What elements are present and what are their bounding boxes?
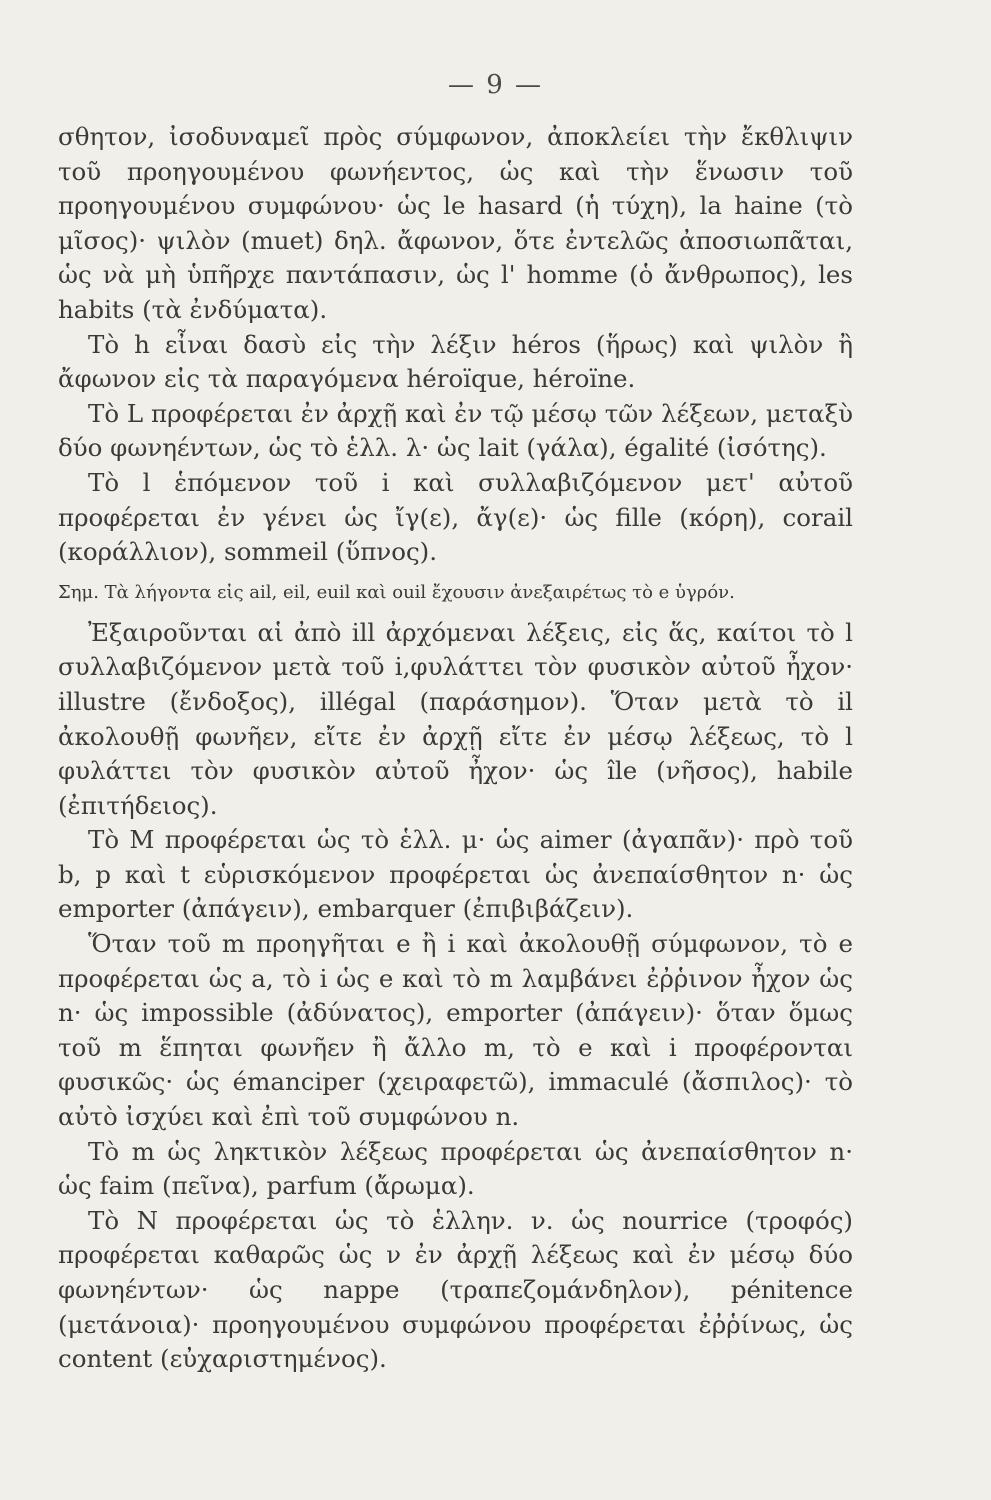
paragraph-7: Τὸ M προφέρεται ὡς τὸ ἑλλ. μ· ὡς aimer (ἀγαπᾶν)· πρὸ τοῦ b, p καὶ t εὑρισκόμενον προφέρεται ὡς ἀνεπαίσθητον n· ὡς emporter (ἀπάγειν), embarquer (ἐπιβιβάζειν). — [58, 825, 853, 924]
paragraph-9: Τὸ m ὡς ληκτικὸν λέξεως προφέρεται ὡς ἀνεπαίσθητον n· ὡς faim (πεῖνα), parfum (ἄρωμα). — [58, 1136, 853, 1201]
paragraph-8: Ὅταν τοῦ m προηγῆται e ἢ i καὶ ἀκολουθῇ σύμφωνον, τὸ e προφέρεται ὡς a, τὸ i ὡς e καὶ τὸ m λαμβάνει ἐῤῥινον ἦχον ὡς n· ὡς impossible (ἀδύνατος), emporter (ἀπάγειν)· ὅταν ὅμως τοῦ m ἕπηται φωνῆεν ἢ ἄλλο m, τὸ e καὶ i προφέρονται φυσικῶς· ὡς émanciper (χειραφετῶ), immaculé (ἄσπιλος)· τὸ αὐτὸ ἰσχύει καὶ ἐπὶ τοῦ συμφώνου n. — [58, 929, 853, 1132]
page-body — [58, 120, 853, 1377]
paragraph-6: Ἐξαιροῦνται αἱ ἀπὸ ill ἀρχόμεναι λέξεις, εἰς ἅς, καίτοι τὸ l συλλαβιζόμενον μετὰ τοῦ i,φυλάττει τὸν φυσικὸν αὐτοῦ ἦχον· illustre (ἔνδοξος), illégal (παράσημον). Ὅταν μετὰ τὸ il ἀκολουθῇ φωνῆεν, εἴτε ἐν ἀρχῇ εἴτε ἐν μέσῳ λέξεως, τὸ l φυλάττει τὸν φυσικὸν αὐτοῦ ἦχον· ὡς île (νῆσος), habile (ἐπιτήδειος). — [58, 617, 853, 820]
paragraph-2: Τὸ h εἶναι δασὺ εἰς τὴν λέξιν héros (ἥρως) καὶ ψιλὸν ἢ ἄφωνον εἰς τὰ παραγόμενα héroïque, héroïne. — [58, 329, 853, 394]
note-paragraph: Σημ. Τὰ λήγοντα εἰς ail, eil, euil καὶ ouil ἔχουσιν ἀνεξαιρέτως τὸ e ὑγρόν. — [58, 581, 735, 603]
page-number: — 9 — — [447, 70, 544, 100]
paragraph-4: Τὸ l ἑπόμενον τοῦ i καὶ συλλαβιζόμενον μετ' αὐτοῦ προφέρεται ἐν γένει ὡς ἴγ(ε), ἄγ(ε)· ὡς fille (κόρη), corail (κοράλλιον), sommeil (ὕπνος). — [58, 467, 853, 567]
paragraph-10: Τὸ N προφέρεται ὡς τὸ ἑλλην. ν. ὡς nourrice (τροφός) προφέρεται καθαρῶς ὡς ν ἐν ἀρχῇ λέξεως καὶ ἐν μέσῳ δύο φωνηέντων· ὡς nappe (τραπεζομάνδηλον), pénitence (μετάνοια)· προηγουμένου συμφώνου προφέρεται ἐῤῥίνως, ὡς content (εὐχαριστημένος). — [58, 1205, 853, 1374]
paragraph-1: σθητον, ἰσοδυναμεῖ πρὸς σύμφωνον, ἀποκλείει τὴν ἔκθλιψιν τοῦ προηγουμένου φωνήεντος, ὡς καὶ τὴν ἕνωσιν τοῦ προηγουμένου συμφώνου· ὡς le hasard (ἡ τύχη), la haine (τὸ μῖσος)· ψιλὸν (muet) δηλ. ἄφωνον, ὅτε ἐντελῶς ἀποσιωπᾶται, ὡς νὰ μὴ ὑπῆρχε παντάπασιν, ὡς l' homme (ὁ ἄνθρωπος), les habits (τὰ ἐνδύματα). — [58, 122, 853, 324]
paragraph-3: Τὸ L προφέρεται ἐν ἀρχῇ καὶ ἐν τῷ μέσῳ τῶν λέξεων, μεταξὺ δύο φωνηέντων, ὡς τὸ ἑλλ. λ· ὡς lait (γάλα), égalité (ἰσότης). — [58, 398, 853, 463]
